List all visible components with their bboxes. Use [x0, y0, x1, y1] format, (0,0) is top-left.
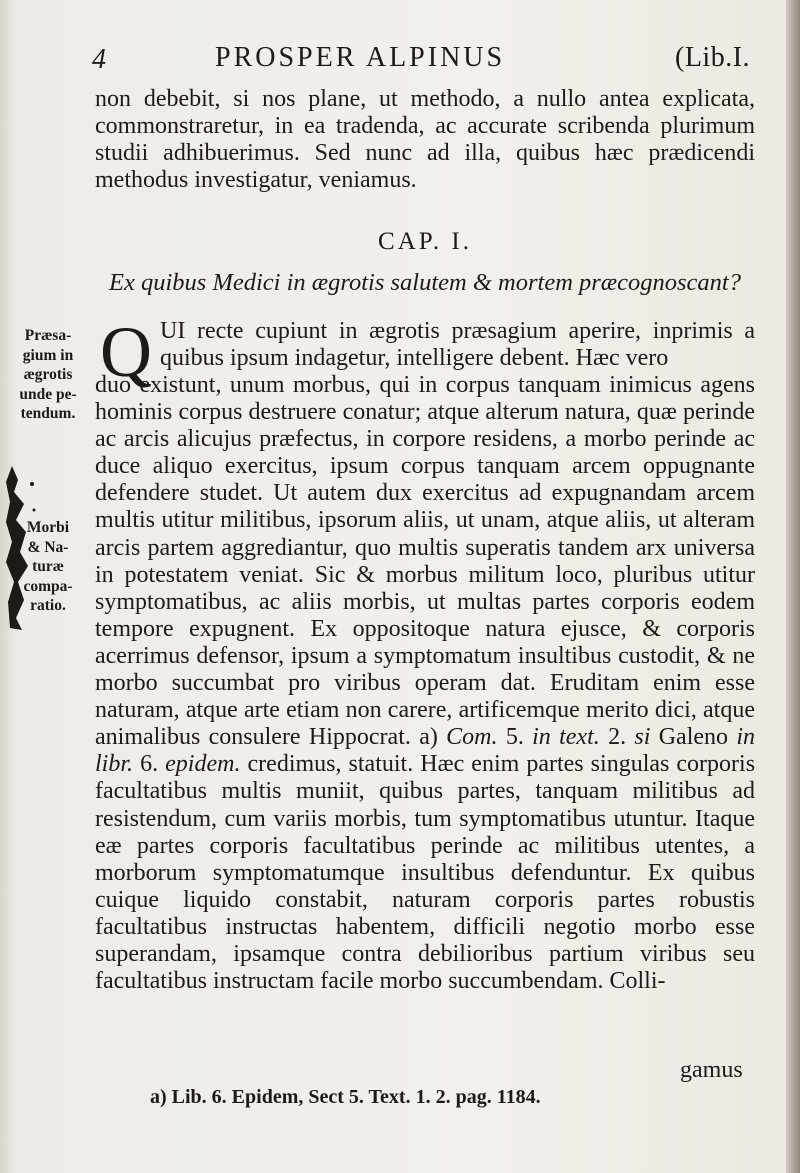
margin-note-line: & Na-: [27, 538, 69, 556]
reference-in-text: in text.: [532, 724, 600, 751]
body-text-before-reference: duo existunt, unum morbus, qui in corpus tanquam inimicus agens hominis corpus destruere conatur; atque alterum natura, quæ perinde ac arcis alicujus præfectus, in corpore residens, a morbo perinde ac duce aliquo exercitus, ipsum corpus tanquam arcem oppugnante defendere studet. Ut autem dux exercitus ad expugnandam arcem multis utitur militibus, ipsorum aliis, ut unam, atque aliis, ut alteram arcis partem aggrediantur, quo multis superatis tandem arx universa in potestatem veniat. Sic & morbus militum loco, pluribus utitur symptomatibus, ac aliis morbis, ut multas partes corporis eodem tempore expugnent. Ex oppositoque natura ejusce, & corporis acerrimus defensor, ipsum a symptomatum insultibus custodit, & ne morbo succumbat pro viribus operam dat. Eruditam enim esse naturam, atque arte etiam non carere, artificemque merito dici, atque animalibus consulere Hippocrat.: [95, 372, 755, 751]
margin-note-line: Præsa-: [24, 327, 72, 344]
margin-note-line: turæ: [32, 558, 64, 575]
running-title: PROSPER ALPINUS: [215, 42, 506, 73]
chapter-title: Ex quibus Medici in ægrotis salutem & mortem præcognoscant?: [109, 269, 741, 296]
page-number: 4: [92, 44, 106, 75]
body-text-after-reference: credimus, statuit. Hæc enim partes singulas corporis facultatibus multis muniit, quibus partes, tanquam militibus ad resistendum, cum variis morbis, tum symptomatibus utuntur. Itaque eæ partes corporis facultatibus perinde ac militibus utentes, a morborum symptomatumque insultibus defenduntur. Ex quibus cuique liquido constabit, naturam corporis partes robustis facultatibus instructas habentem, difficili negotio morbo esse superandam, ipsamque contra debilioribus partium viribus seu facultatibus instructam facile morbo succumbendam. Colli-: [95, 751, 756, 995]
margin-note-line: gium in: [22, 346, 74, 364]
reference-epidem: epidem.: [165, 751, 241, 778]
margin-note-line: compa-: [23, 577, 73, 595]
reference-galeno: Galeno: [658, 724, 729, 751]
reference-com: Com.: [446, 724, 498, 751]
margin-note-line: ægrotis: [23, 366, 73, 383]
paragraph-opening-lines: UI recte cupiunt in ægrotis præsagium aperire, inprimis a quibus ipsum indagetur, intelligere debent. Hæc vero: [160, 318, 755, 372]
reference-si: si: [634, 724, 651, 751]
reference-in-libr: in libr.: [95, 724, 755, 778]
chapter-heading: CAP. I.: [378, 228, 472, 255]
paragraph-continued: non debebit, si nos plane, ut methodo, a nullo antea explicata, commonstraretur, in ea tradenda, ac accurate scribenda plurimum studii adhibuerimus. Sed nunc ad illa, quibus hæc prædicendi methodus investigatur, veniamus.: [95, 86, 755, 194]
footnote: a) Lib. 6. Epidem, Sect 5. Text. 1. 2. pag. 1184.: [150, 1086, 541, 1108]
paragraph-body: [95, 372, 755, 995]
reference-num-6: 6.: [140, 751, 159, 778]
reference-num-2: 2.: [608, 724, 627, 751]
margin-note-praesagium: [8, 326, 88, 424]
margin-note-line: ratio.: [30, 597, 66, 614]
margin-note-line: tendum.: [20, 405, 76, 422]
book-spine-shadow: [786, 0, 800, 1173]
margin-note-line: Morbi: [26, 519, 70, 536]
running-header: [92, 40, 762, 80]
margin-note-morbi: [8, 518, 88, 616]
drop-cap: Q: [100, 312, 152, 392]
reference-num-5: 5.: [505, 724, 524, 751]
margin-note-line: unde pe-: [19, 385, 77, 403]
book-indicator: (Lib.I.: [675, 42, 751, 73]
footnote-marker: a): [419, 724, 438, 751]
catchword: gamus: [680, 1057, 743, 1083]
